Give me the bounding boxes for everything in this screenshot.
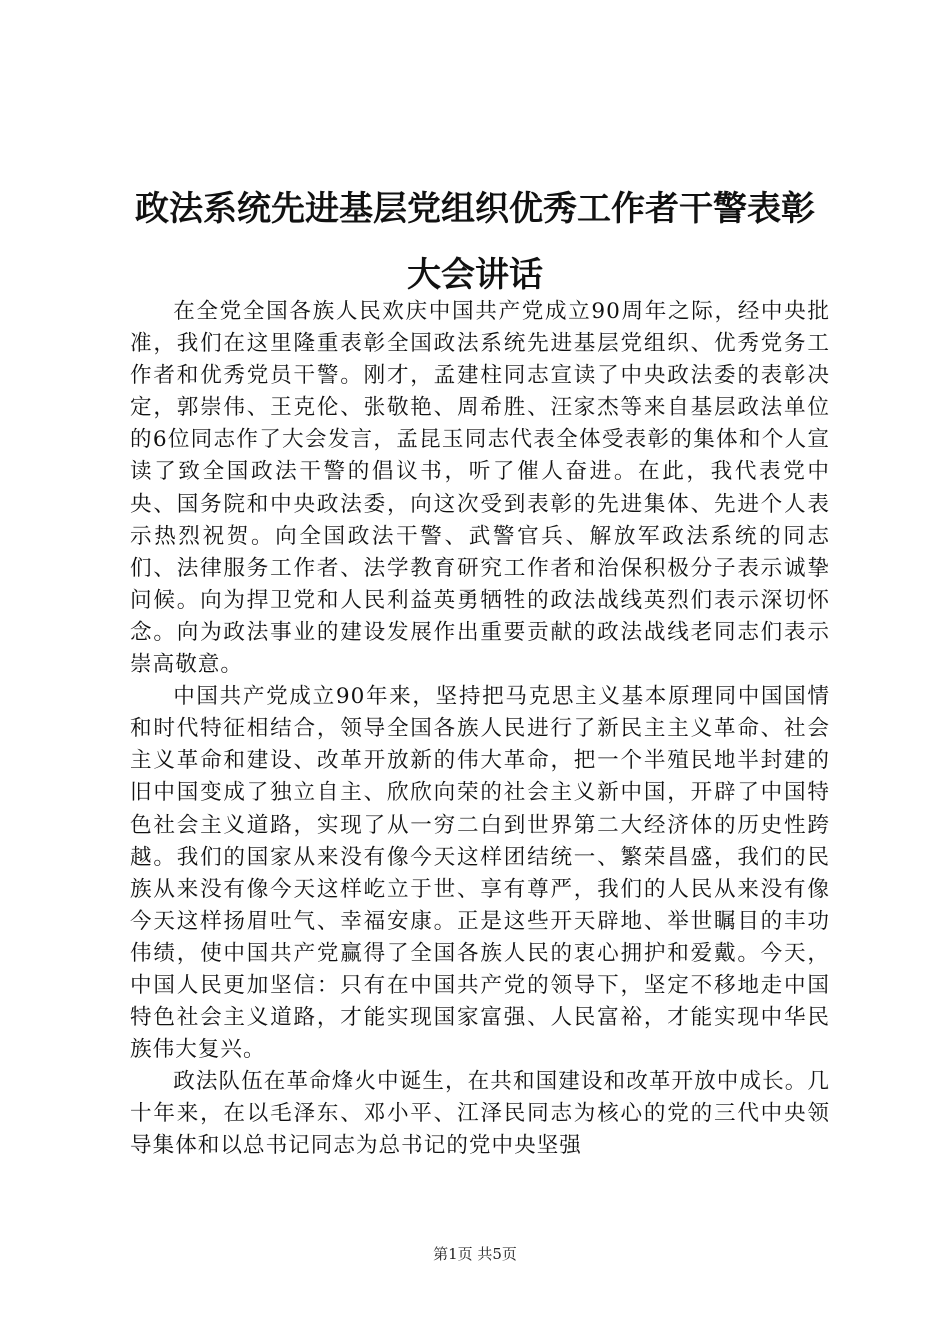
paragraph: 政法队伍在革命烽火中诞生，在共和国建设和改革开放中成长。几十年来，在以毛泽东、邓小平、江泽民同志为核心的党的三代中央领导集体和以总书记同志为总书记的党中央坚强 bbox=[130, 1069, 830, 1159]
title-line-2: 大会讲话 bbox=[407, 255, 543, 295]
document-title bbox=[120, 176, 830, 308]
document-body bbox=[130, 296, 830, 1163]
paragraph: 在全党全国各族人民欢庆中国共产党成立90周年之际，经中央批准，我们在这里隆重表彰全国政法系统先进基层党组织、优秀党务工作者和优秀党员干警。刚才，孟建柱同志宣读了中央政法委的表彰决定，郭崇伟、王克伦、张敬艳、周希胜、汪家杰等来自基层政法单位的6位同志作了大会发言，孟昆玉同志代表全体受表彰的集体和个人宣读了致全国政法干警的倡议书，听了催人奋进。在此，我代表党中央、国务院和中央政法委，向这次受到表彰的先进集体、先进个人表示热烈祝贺。向全国政法干警、武警官兵、解放军政法系统的同志们、法律服务工作者、法学教育研究工作者和治保积极分子表示诚挚问候。向为捍卫党和人民利益英勇牺牲的政法战线英烈们表示深切怀念。向为政法事业的建设发展作出重要贡献的政法战线老同志们表示崇高敬意。 bbox=[130, 299, 830, 678]
paragraph: 中国共产党成立90年来，坚持把马克思主义基本原理同中国国情和时代特征相结合，领导全国各族人民进行了新民主主义革命、社会主义革命和建设、改革开放新的伟大革命，把一个半殖民地半封建的旧中国变成了独立自主、欣欣向荣的社会主义新中国，开辟了中国特色社会主义道路，实现了从一穷二白到世界第二大经济体的历史性跨越。我们的国家从来没有像今天这样团结统一、繁荣昌盛，我们的民族从来没有像今天这样屹立于世、享有尊严，我们的人民从来没有像今天这样扬眉吐气、幸福安康。正是这些开天辟地、举世瞩目的丰功伟绩，使中国共产党赢得了全国各族人民的衷心拥护和爱戴。今天，中国人民更加坚信：只有在中国共产党的领导下，坚定不移地走中国特色社会主义道路，才能实现国家富强、人民富裕，才能实现中华民族伟大复兴。 bbox=[130, 684, 830, 1063]
page-number: 第1页 共5页 bbox=[433, 1245, 517, 1263]
title-line-1: 政法系统先进基层党组织优秀工作者干警表彰 bbox=[135, 189, 815, 229]
page-footer bbox=[0, 1243, 950, 1265]
